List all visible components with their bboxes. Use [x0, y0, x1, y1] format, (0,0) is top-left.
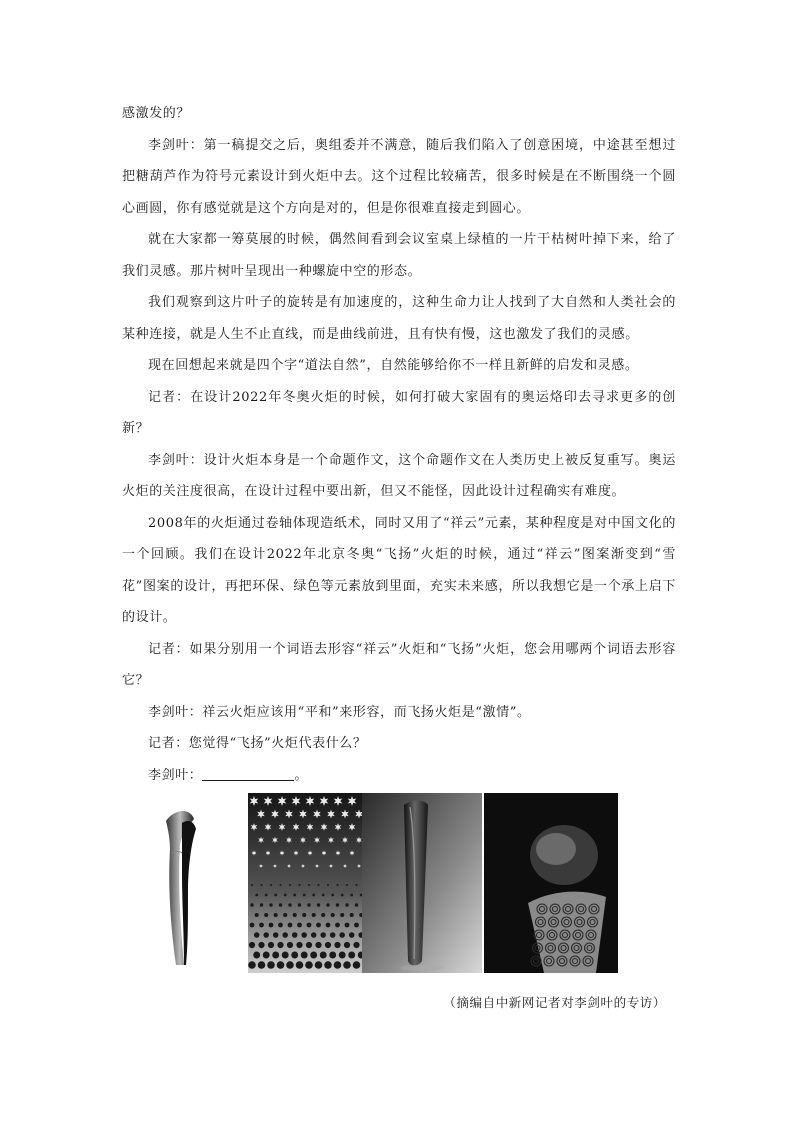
- paragraph-2: 就在大家都一筹莫展的时候，偶然间看到会议室桌上绿植的一片干枯树叶掉下来，给了我们灵感。那片树叶呈现出一种螺旋中空的形态。: [122, 232, 676, 279]
- torch-silhouette-image: [138, 793, 238, 973]
- paragraph-4: 现在回想起来就是四个字“道法自然”，自然能够给你不一样且新鲜的启发和灵感。: [148, 358, 639, 373]
- paragraph-6: 李剑叶：设计火炬本身是一个命题作文，这个命题作文在人类历史上被反复重写。奥运火炬的关注度很高，在设计过程中要出新，但又不能怪，因此设计过程确实有难度。: [122, 452, 676, 499]
- source-caption: （摘编自中新网记者对李剑叶的专访）: [443, 995, 666, 1010]
- paragraph-8: 记者：如果分别用一个词语去形容“祥云”火炬和“飞扬”火炬，您会用哪两个词语去形容它？: [122, 641, 676, 688]
- paragraph-10: 记者：您觉得“飞扬”火炬代表什么？: [148, 736, 367, 751]
- answer-suffix: 。: [294, 767, 309, 783]
- paragraph-3: 我们观察到这片叶子的旋转是有加速度的，这种生命力让人找到了大自然和人类社会的某种连接，就是人生不止直线，而是曲线前进，且有快有慢，这也激发了我们的灵感。: [122, 295, 676, 342]
- article-body: [122, 98, 676, 791]
- paragraph-5: 记者：在设计2022年冬奥火炬的时候，如何打破大家固有的奥运烙印去寻求更多的创新？: [122, 389, 676, 436]
- answer-prefix: 李剑叶：: [148, 767, 203, 783]
- answer-blank: [202, 766, 294, 781]
- spiral-detail-image: [484, 793, 618, 973]
- paragraph-0: 感激发的？: [122, 106, 191, 121]
- torch-figure: [138, 793, 620, 973]
- pattern-gradient-image: [248, 793, 362, 973]
- paragraph-9: 李剑叶：祥云火炬应该用“平和”来形容，而飞扬火炬是“激情”。: [148, 704, 531, 720]
- answer-line: [122, 760, 676, 792]
- paragraph-7: 2008年的火炬通过卷轴体现造纸术，同时又用了“祥云”元素，某种程度是对中国文化的一个回顾。我们在设计2022年北京冬奥“飞扬”火炬的时候，通过“祥云”图案渐变到“雪花”图案的设计，再把环保、绿色等元素放到里面，充实未来感，所以我想它是一个承上启下的设计。: [122, 515, 676, 625]
- torch-body-image: [362, 793, 482, 973]
- paragraph-1: 李剑叶：第一稿提交之后，奥组委并不满意，随后我们陷入了创意困境，中途甚至想过把糖葫芦作为符号元素设计到火炬中去。这个过程比较痛苦，很多时候是在不断围绕一个圆心画圆，你有感觉就是这个方向是对的，但是你很难直接走到圆心。: [122, 137, 676, 216]
